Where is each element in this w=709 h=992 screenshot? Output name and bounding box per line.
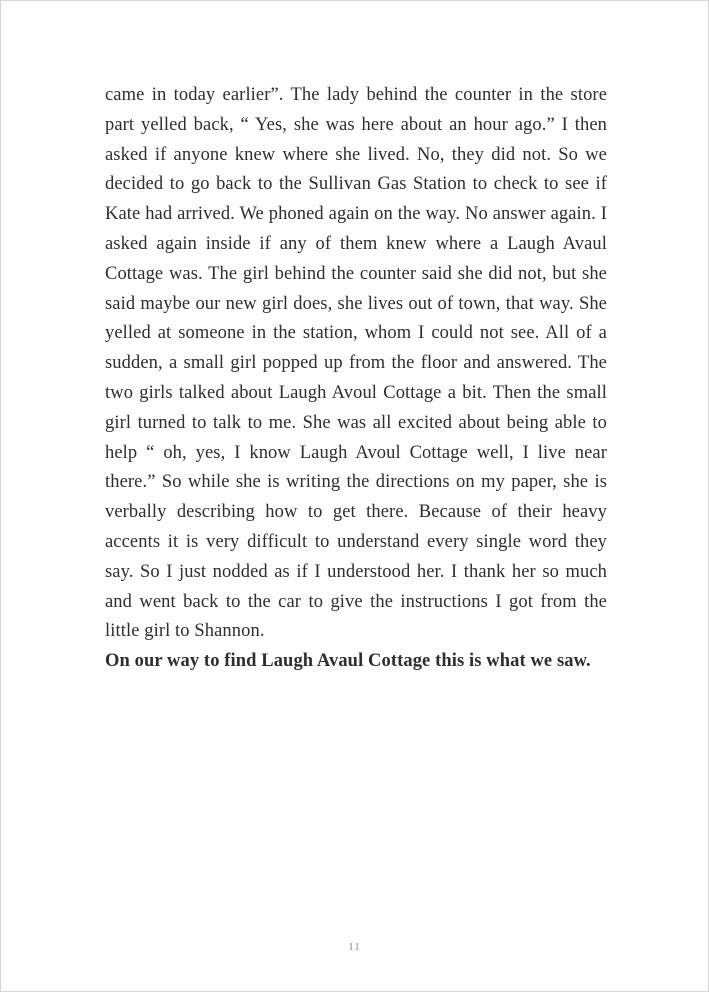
text-block (105, 81, 607, 677)
closing-bold-paragraph: On our way to find Laugh Avaul Cottage this is what we saw. (105, 651, 591, 672)
page-number: 11 (348, 941, 361, 953)
body-paragraph: came in today earlier”. The lady behind the counter in the store part yelled back, “ Yes, she was here about an hour ago.” I then asked if anyone knew where she lived. No, they did not. So we decided to go back to the Sullivan Gas Station to check to see if Kate had arrived. We phoned again on the way. No answer again. I asked again inside if any of them knew where a Laugh Avaul Cottage was. The girl behind the counter said she did not, but she said maybe our new girl does, she lives out of town, that way. She yelled at someone in the station, whom I could not see. All of a sudden, a small girl popped up from the floor and answered. The two girls talked about Laugh Avoul Cottage a bit. Then the small girl turned to talk to me. She was all excited about being able to help “ oh, yes, I know Laugh Avoul Cottage well, I live near there.” So while she is writing the directions on my paper, she is verbally describing how to get there. Because of their heavy accents it is very difficult to understand every single word they say. So I just nodded as if I understood her. I thank her so much and went back to the car to give the instructions I got from the little girl to Shannon. (105, 85, 607, 642)
